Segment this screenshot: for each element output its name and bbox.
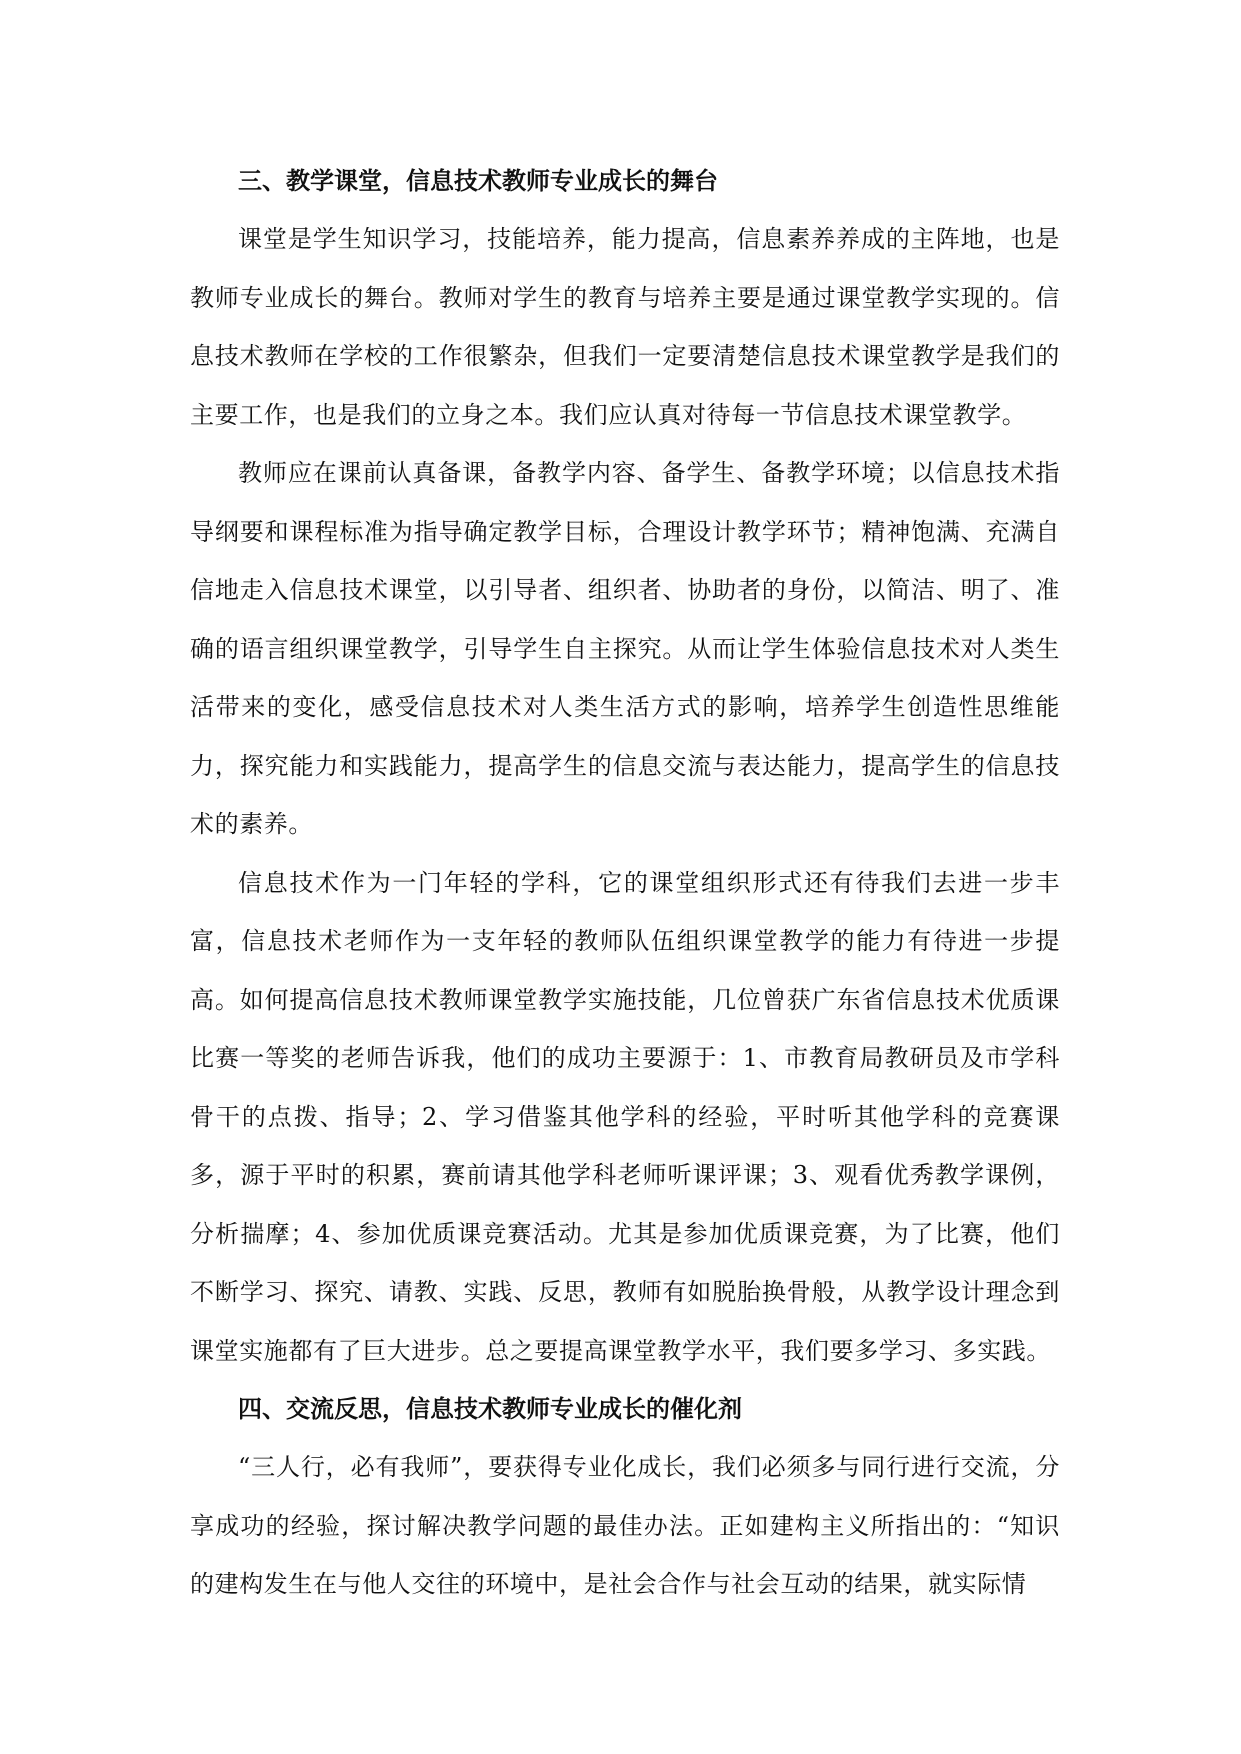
- paragraph-teaching-skills: 信息技术作为一门年轻的学科，它的课堂组织形式还有待我们去进一步丰富，信息技术老师作为一支年轻的教师队伍组织课堂教学的能力有待进一步提高。如何提高信息技术教师课堂教学实施技能，几位曾获广东省信息技术优质课比赛一等奖的老师告诉我，他们的成功主要源于：1、市教育局教研员及市学科骨干的点拨、指导；2、学习借鉴其他学科的经验，平时听其他学科的竞赛课多，源于平时的积累，赛前请其他学科老师听课评课；3、观看优秀教学课例，分析揣摩；4、参加优质课竞赛活动。尤其是参加优质课竞赛，为了比赛，他们不断学习、探究、请教、实践、反思，教师有如脱胎换骨般，从教学设计理念到课堂实施都有了巨大进步。总之要提高课堂教学水平，我们要多学习、多实践。: [190, 868, 1060, 1365]
- section-heading-3: 三、教学课堂，信息技术教师专业成长的舞台: [238, 167, 718, 195]
- section-heading-4: 四、交流反思，信息技术教师专业成长的催化剂: [238, 1395, 742, 1423]
- paragraph-classroom-stage: 课堂是学生知识学习，技能培养，能力提高，信息素养养成的主阵地，也是教师专业成长的舞台。教师对学生的教育与培养主要是通过课堂教学实现的。信息技术教师在学校的工作很繁杂，但我们一定要清楚信息技术课堂教学是我们的主要工作，也是我们的立身之本。我们应认真对待每一节信息技术课堂教学。: [190, 225, 1060, 429]
- paragraph-lesson-preparation: 教师应在课前认真备课，备教学内容、备学生、备教学环境；以信息技术指导纲要和课程标准为指导确定教学目标，合理设计教学环节；精神饱满、充满自信地走入信息技术课堂，以引导者、组织者、协助者的身份，以简洁、明了、准确的语言组织课堂教学，引导学生自主探究。从而让学生体验信息技术对人类生活带来的变化，感受信息技术对人类生活方式的影响，培养学生创造性思维能力，探究能力和实践能力，提高学生的信息交流与表达能力，提高学生的信息技术的素养。: [190, 459, 1060, 838]
- paragraph-communication: “三人行，必有我师”，要获得专业化成长，我们必须多与同行进行交流，分享成功的经验，探讨解决教学问题的最佳办法。正如建构主义所指出的：“知识的建构发生在与他人交往的环境中，是社会合作与社会互动的结果，就实际情: [190, 1453, 1060, 1598]
- document-body: [190, 152, 1060, 1614]
